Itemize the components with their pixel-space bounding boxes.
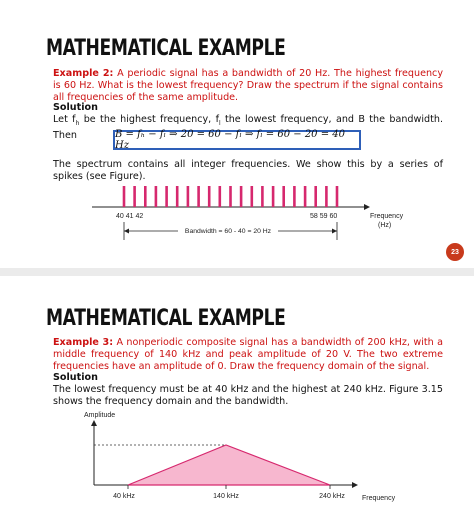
bandwidth-arrow-right <box>332 229 337 234</box>
spectrum-triangle <box>128 445 330 485</box>
spectrum-spike <box>176 186 179 207</box>
tick-label-240khz: 240 kHz <box>319 493 345 500</box>
spectrum-spike <box>336 186 339 207</box>
axis-arrowhead <box>364 204 370 210</box>
spectrum-spike <box>187 186 190 207</box>
spectrum-spike <box>282 186 285 207</box>
tick-labels-high: 58 59 60 <box>310 213 338 220</box>
example-label: Example 3: <box>53 337 114 348</box>
solution-text-part: the lowest frequency, and B the bandwidth. Then <box>53 114 443 141</box>
solution-text: The lowest frequency must be at 40 kHz and the highest at 240 kHz. Figure 3.15 shows the frequency domain and the bandwidth. <box>53 384 443 407</box>
subscript-h: h <box>75 119 80 127</box>
spectrum-spike <box>272 186 275 207</box>
bandwidth-label: Bandwidth = 60 - 40 = 20 Hz <box>184 228 272 235</box>
slide-title: MATHEMATICAL EXAMPLE <box>46 36 286 61</box>
bandwidth-arrow-left <box>124 229 129 234</box>
slide-example-3 <box>0 276 474 508</box>
spectrum-spike <box>219 186 222 207</box>
spectrum-spike <box>229 186 232 207</box>
example-label: Example 2: <box>53 68 114 79</box>
spike-series <box>123 186 339 207</box>
spectrum-spike <box>240 186 243 207</box>
y-axis-label: Amplitude <box>84 412 116 419</box>
example-3-paragraph <box>53 337 443 373</box>
formula-box <box>113 130 361 150</box>
solution-text-part: be the highest frequency, f <box>79 114 219 125</box>
spectrum-spike <box>144 186 147 207</box>
spectrum-spike <box>165 186 168 207</box>
x-axis-arrowhead <box>352 482 358 488</box>
spectrum-figure <box>0 180 474 242</box>
spectrum-spike <box>304 186 307 207</box>
solution-heading: Solution <box>53 102 98 113</box>
slide-title: MATHEMATICAL EXAMPLE <box>46 306 286 331</box>
tick-labels-low: 40 41 42 <box>116 213 144 220</box>
spectrum-spike <box>314 186 317 207</box>
spectrum-spike <box>251 186 254 207</box>
frequency-domain-figure <box>0 409 474 506</box>
solution-text-part: Let f <box>53 114 76 125</box>
page-number-badge: 23 <box>446 243 464 261</box>
axis-label-unit: (Hz) <box>378 222 392 229</box>
example-text: A nonperiodic composite signal has a bandwidth of 200 kHz, with a middle frequency of 140 kHz and peak amplitude of 20 V. The two extreme frequencies have an amplitude of 0. Draw the frequency domain of the signal. <box>53 337 443 372</box>
example-text: A periodic signal has a bandwidth of 20 Hz. The highest frequency is 60 Hz. What is the lowest frequency? Draw the spectrum if the signal contains all frequencies of the same amplitude. <box>53 68 444 103</box>
formula: B = fₕ − fₗ ⇒ 20 = 60 − fₗ ⇒ fₗ = 60 − 20 = 40 Hz <box>115 129 346 151</box>
spectrum-spike <box>123 186 126 207</box>
y-axis-arrowhead <box>91 420 97 426</box>
spectrum-spike <box>293 186 296 207</box>
solution-heading: Solution <box>53 372 98 383</box>
spectrum-paragraph: The spectrum contains all integer frequencies. We show this by a series of spikes (see Figure). <box>53 159 443 182</box>
spectrum-spike <box>261 186 264 207</box>
axis-label-frequency: Frequency <box>370 213 404 220</box>
example-2-paragraph <box>53 68 443 104</box>
spectrum-spike <box>197 186 200 207</box>
tick-label-40khz: 40 kHz <box>113 493 135 500</box>
spectrum-spike <box>133 186 136 207</box>
spectrum-spike <box>325 186 328 207</box>
tick-label-140khz: 140 kHz <box>213 493 239 500</box>
spectrum-spike <box>208 186 211 207</box>
subscript-l: l <box>218 119 221 127</box>
spectrum-spike <box>155 186 158 207</box>
x-axis-label: Frequency <box>362 495 396 502</box>
